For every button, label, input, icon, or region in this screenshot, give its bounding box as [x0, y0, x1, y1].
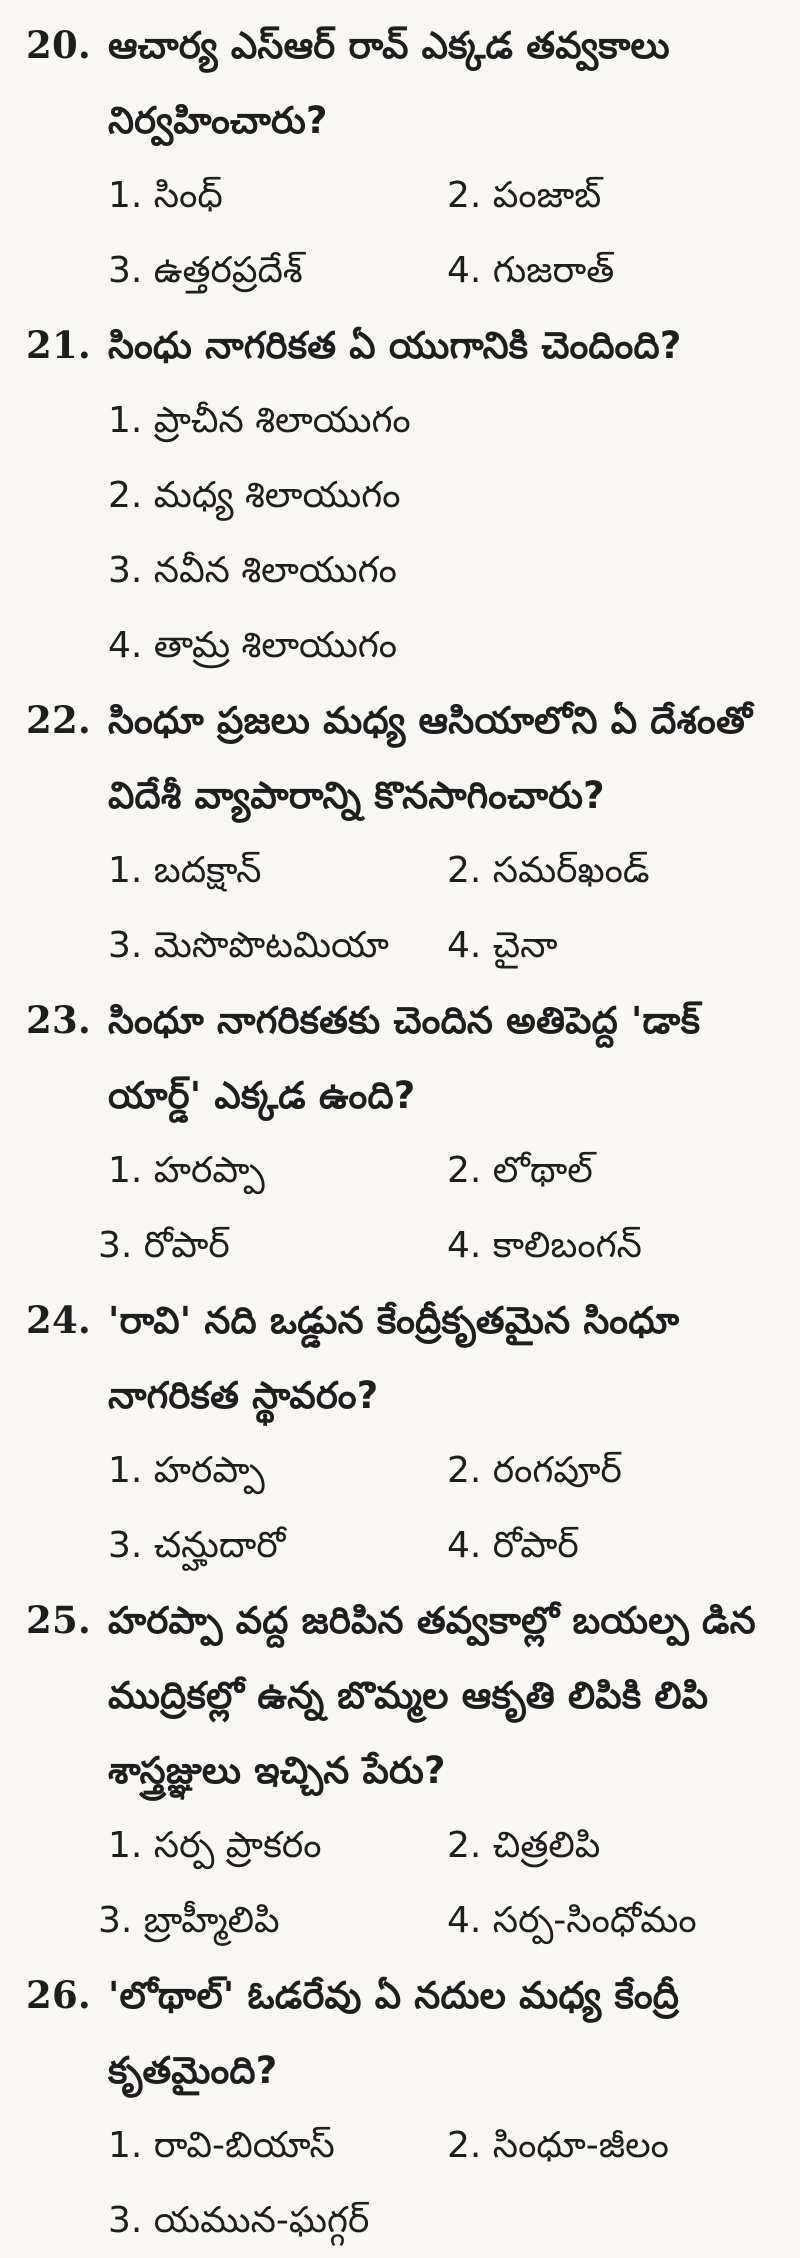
question-number: 23.	[26, 998, 91, 1042]
question-text: హరప్పా వద్ద జరిపిన తవ్వకాల్లో బయల్ప డిన ముద్రికల్లో ఉన్న బొమ్మల ఆకృతి లిపికి లిపి శాస్త్రజ్ఞులు ఇచ్చిన పేరు?	[108, 1599, 756, 1792]
option-2: 2. పంజాబ్	[447, 175, 602, 216]
option-3: 3. ఉత్తరప్రదేశ్	[108, 250, 303, 291]
option-2: 2. మధ్య శిలాయుగం	[108, 475, 401, 516]
question-text: ఆచార్య ఎస్ఆర్ రావ్ ఎక్కడ తవ్వకాలు నిర్వహించారు?	[108, 24, 670, 142]
question-text: సింధూ నాగరికతకు చెందిన అతిపెద్ద 'డాక్ యార్డ్' ఎక్కడ ఉంది?	[108, 999, 701, 1117]
option-1: 1. రావి-బియాస్	[108, 2125, 335, 2166]
question-number: 24.	[26, 1298, 91, 1342]
question-number: 26.	[26, 1973, 91, 2017]
option-2: 2. రంగపూర్	[447, 1450, 622, 1491]
question-25	[26, 1583, 776, 1958]
question-20	[26, 8, 776, 308]
question-text: సింధూ ప్రజలు మధ్య ఆసియాలోని ఏ దేశంతో విదేశీ వ్యాపారాన్ని కొనసాగించారు?	[108, 699, 753, 817]
option-3: 3. బ్రాహ్మీలిపి	[98, 1900, 280, 1941]
options-list	[26, 158, 776, 308]
question-number: 20.	[26, 23, 91, 67]
option-4: 4. కాలిబంగన్	[447, 1225, 642, 1266]
option-3: 3. మెసొపొటమియా	[108, 925, 389, 966]
option-1: 1. హరప్పా	[108, 1150, 265, 1191]
question-number: 25.	[26, 1598, 91, 1642]
question-text: సింధు నాగరికత ఏ యుగానికి చెందింది?	[108, 324, 682, 367]
option-1: 1. హరప్పా	[108, 1450, 265, 1491]
option-3: 3. యమున-ఘగ్గర్	[108, 2200, 370, 2241]
question-number: 21.	[26, 323, 91, 367]
question-text: 'లోథాల్' ఓడరేవు ఏ నదుల మధ్య కేంద్రీ కృతమైంది?	[108, 1974, 680, 2092]
question-24	[26, 1283, 776, 1583]
option-2: 2. సింధూ-జీలం	[447, 2125, 669, 2166]
option-1: 1. ప్రాచీన శిలాయుగం	[108, 400, 411, 441]
question-26	[26, 1958, 776, 2258]
option-3: 3. రోపార్	[98, 1225, 230, 1266]
question-number: 22.	[26, 698, 91, 742]
options-list	[26, 1433, 776, 1583]
options-list	[26, 2108, 776, 2258]
options-list	[26, 383, 776, 683]
question-text: 'రావి' నది ఒడ్డున కేంద్రీకృతమైన సింధూ నాగరికత స్థావరం?	[108, 1299, 680, 1417]
option-1: 1. సర్ప ప్రాకరం	[108, 1825, 322, 1866]
options-list	[26, 1133, 776, 1283]
option-1: 1. బదక్షాన్	[108, 850, 262, 891]
option-2: 2. లోథాల్	[447, 1150, 593, 1191]
options-list	[26, 833, 776, 983]
option-2: 2. సమర్‌ఖండ్	[447, 850, 650, 891]
option-4: 4. తామ్ర శిలాయుగం	[108, 625, 398, 666]
option-2: 2. చిత్రలిపి	[447, 1825, 601, 1866]
option-4: 4. రోపార్	[447, 1525, 579, 1566]
option-1: 1. సింధ్	[108, 175, 223, 216]
question-23	[26, 983, 776, 1283]
option-4: 4. గుజరాత్	[447, 250, 615, 291]
option-4: 4. సర్ప-సింధోమం	[447, 1900, 697, 1941]
question-22	[26, 683, 776, 983]
option-3: 3. చన్హుదారో	[108, 1525, 286, 1566]
question-21	[26, 308, 776, 683]
option-3: 3. నవీన శిలాయుగం	[108, 550, 397, 591]
options-list	[26, 1808, 776, 1958]
option-4: 4. చైనా	[447, 925, 558, 966]
